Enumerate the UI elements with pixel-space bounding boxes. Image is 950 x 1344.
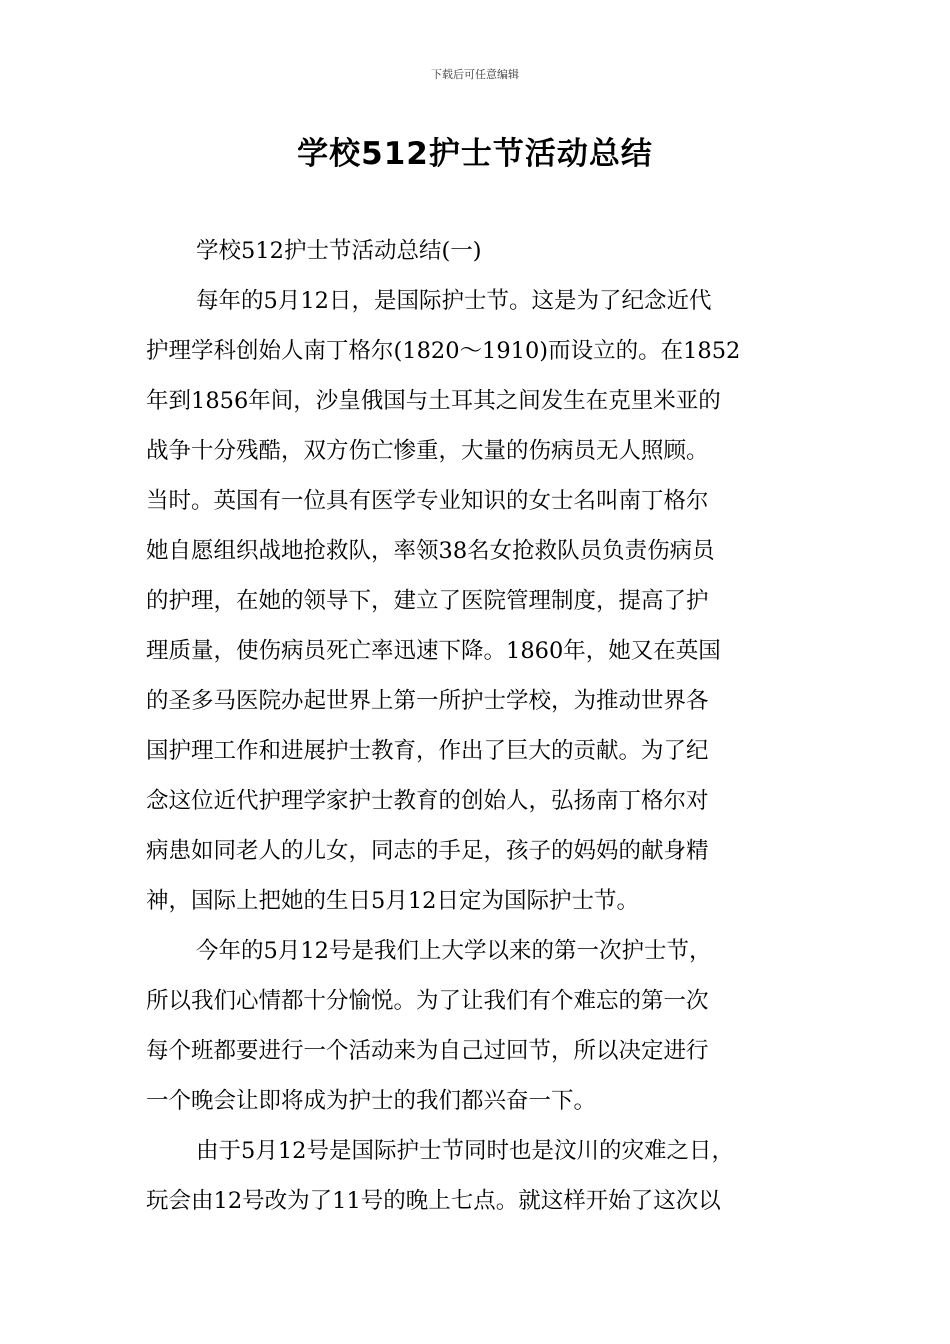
paragraph-line: 今年的5月12号是我们上大学以来的第一次护士节，: [196, 938, 712, 964]
paragraph-line: 战争十分残酷，双方伤亡惨重，大量的伤病员无人照顾。: [146, 438, 709, 464]
paragraph-line: 所以我们心情都十分愉悦。为了让我们有个难忘的第一次: [146, 988, 709, 1014]
paragraph-line: 念这位近代护理学家护士教育的创始人，弘扬南丁格尔对: [146, 788, 709, 814]
document-body: [146, 226, 826, 1226]
paragraph-line: 玩会由12号改为了11号的晚上七点。就这样开始了这次以: [146, 1188, 721, 1214]
paragraph-line: 由于5月12号是国际护士节同时也是汶川的灾难之日，: [196, 1138, 734, 1164]
paragraph-line: 一个晚会让即将成为护士的我们都兴奋一下。: [146, 1088, 597, 1114]
paragraph-line: 理质量，使伤病员死亡率迅速下降。1860年，她又在英国: [146, 638, 721, 664]
paragraph-line: 的护理，在她的领导下，建立了医院管理制度，提高了护: [146, 588, 709, 614]
page-header-note: 下载后可任意编辑: [431, 68, 519, 81]
paragraph-line: 每个班都要进行一个活动来为自己过回节，所以决定进行: [146, 1038, 709, 1064]
paragraph-line: 年到1856年间，沙皇俄国与土耳其之间发生在克里米亚的: [146, 388, 721, 414]
paragraph-line: 每年的5月12日，是国际护士节。这是为了纪念近代: [196, 288, 712, 314]
section-heading: 学校512护士节活动总结(一): [196, 238, 482, 264]
paragraph-line: 她自愿组织战地抢救队，率领38名女抢救队员负责伤病员: [146, 538, 715, 564]
paragraph-line: 护理学科创始人南丁格尔(1820～1910)而设立的。在1852: [146, 338, 741, 364]
paragraph-3: [146, 1126, 826, 1226]
paragraph-1: [146, 276, 826, 926]
paragraph-line: 病患如同老人的儿女，同志的手足，孩子的妈妈的献身精: [146, 838, 709, 864]
paragraph-2: [146, 926, 826, 1126]
document-title: 学校512护士节活动总结: [297, 136, 653, 172]
paragraph-line: 国护理工作和进展护士教育，作出了巨大的贡献。为了纪: [146, 738, 709, 764]
paragraph-line: 的圣多马医院办起世界上第一所护士学校，为推动世界各: [146, 688, 709, 714]
paragraph-line: 当时。英国有一位具有医学专业知识的女士名叫南丁格尔: [146, 488, 709, 514]
paragraph-line: 神，国际上把她的生日5月12日定为国际护士节。: [146, 888, 639, 914]
